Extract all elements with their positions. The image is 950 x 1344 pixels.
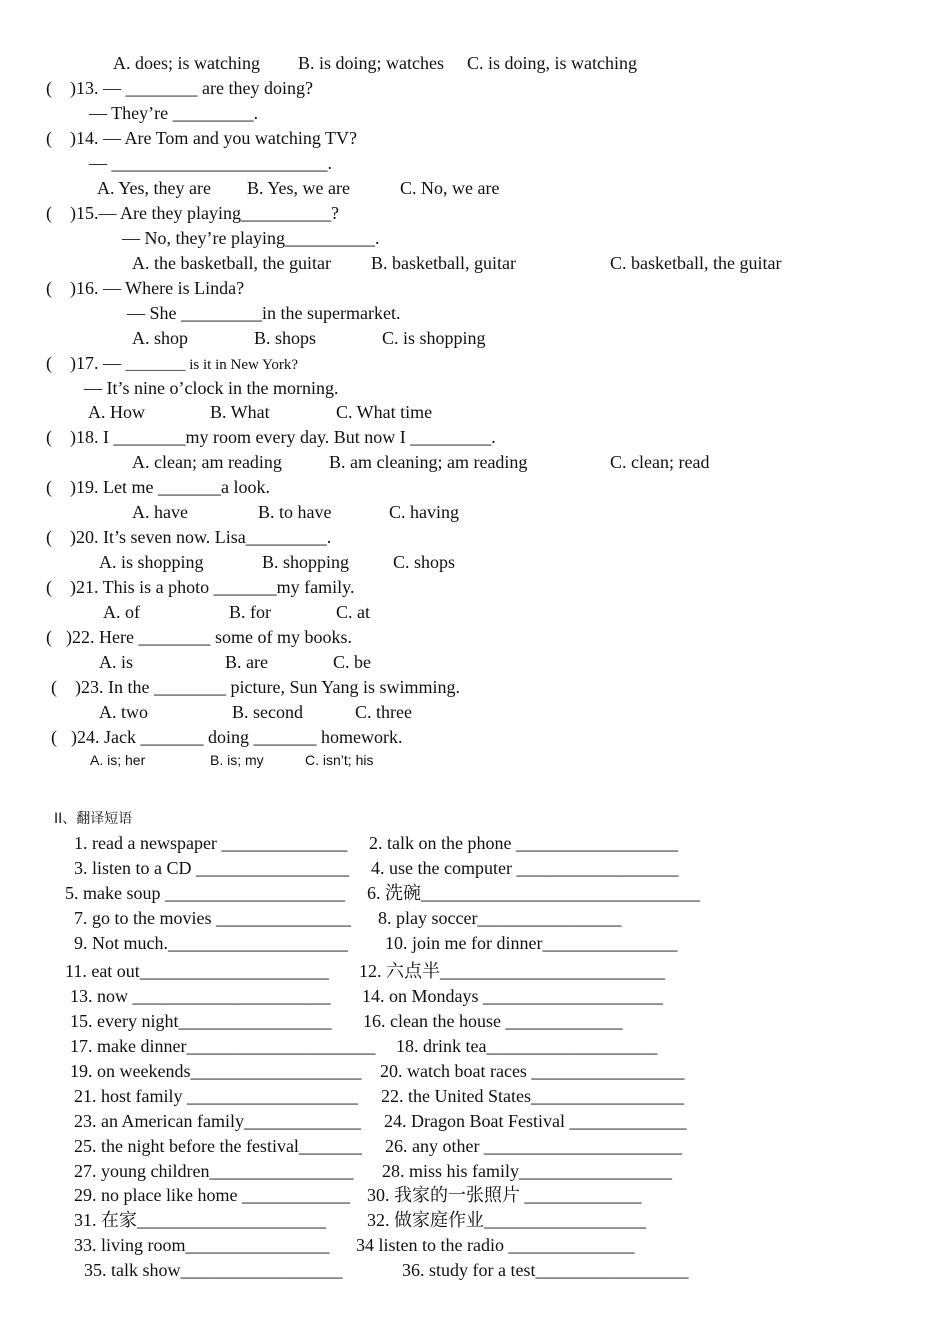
phrase-item: 11. eat out_____________________ (65, 961, 329, 981)
q23-stem: )23. In the ________ picture, Sun Yang is swimming. (75, 677, 460, 697)
q21-option-a: A. of (103, 602, 140, 622)
phrase-item: 31. 在家_____________________ (74, 1210, 326, 1230)
phrase-item: 22. the United States_________________ (381, 1086, 684, 1106)
phrase-item: 12. 六点半_________________________ (359, 961, 665, 981)
phrase-item: 34 listen to the radio ______________ (356, 1235, 635, 1255)
q20-answer-paren[interactable]: ( (46, 527, 52, 547)
q15-option-a: A. the basketball, the guitar (132, 253, 331, 273)
q12-option-c: C. is doing, is watching (467, 53, 637, 73)
q14-answer-paren[interactable]: ( (46, 128, 52, 148)
phrase-item: 23. an American family_____________ (74, 1111, 361, 1131)
q16-option-b: B. shops (254, 328, 317, 348)
phrase-item: 2. talk on the phone __________________ (369, 833, 678, 853)
q18-option-b: B. am cleaning; am reading (329, 452, 528, 472)
q23-option-b: B. second (232, 702, 303, 722)
phrase-item: 30. 我家的一张照片 _____________ (367, 1185, 642, 1205)
q24-stem: )24. Jack _______ doing _______ homework. (71, 727, 403, 747)
q17-option-c: C. What time (336, 402, 433, 422)
phrase-item: 36. study for a test_________________ (402, 1260, 689, 1280)
q16-stem: )16. — Where is Linda? (70, 278, 245, 298)
phrase-item: 32. 做家庭作业__________________ (367, 1210, 646, 1230)
q17-stem (70, 352, 298, 376)
q16-option-a: A. shop (132, 328, 189, 348)
q24-answer-paren[interactable]: ( (51, 727, 57, 747)
phrase-item: 18. drink tea___________________ (396, 1036, 658, 1056)
q14-response: — ________________________. (89, 153, 332, 173)
q15-option-b: B. basketball, guitar (371, 253, 516, 273)
phrase-item: 29. no place like home ____________ (74, 1185, 350, 1205)
phrase-item: 6. 洗碗_______________________________ (367, 883, 700, 903)
q17-response: — It’s nine o’clock in the morning. (84, 378, 339, 398)
q13-answer-paren[interactable]: ( (46, 78, 52, 98)
q19-answer-paren[interactable]: ( (46, 477, 52, 497)
phrase-item: 15. every night_________________ (70, 1011, 332, 1031)
phrase-item: 17. make dinner_____________________ (70, 1036, 376, 1056)
q19-stem: )19. Let me _______a look. (70, 477, 270, 497)
q22-stem: )22. Here ________ some of my books. (66, 627, 352, 647)
q17-option-b: B. What (210, 402, 270, 422)
q18-option-a: A. clean; am reading (132, 452, 282, 472)
q20-option-a: A. is shopping (99, 552, 204, 572)
q21-stem: )21. This is a photo _______my family. (70, 577, 355, 597)
q21-answer-paren[interactable]: ( (46, 577, 52, 597)
section-2-heading: II、翻译短语 (54, 811, 133, 827)
q19-option-c: C. having (389, 502, 459, 522)
phrase-item: 10. join me for dinner_______________ (385, 933, 678, 953)
phrase-item: 27. young children________________ (74, 1161, 354, 1181)
q22-option-c: C. be (333, 652, 371, 672)
q22-answer-paren[interactable]: ( (46, 627, 52, 647)
phrase-item: 24. Dragon Boat Festival _____________ (384, 1111, 687, 1131)
q19-option-a: A. have (132, 502, 188, 522)
q24-option-c: C. isn’t; his (305, 752, 374, 768)
q14-option-a: A. Yes, they are (97, 178, 211, 198)
q18-option-c: C. clean; read (610, 452, 710, 472)
phrase-item: 33. living room________________ (74, 1235, 330, 1255)
q18-answer-paren[interactable]: ( (46, 427, 52, 447)
q19-option-b: B. to have (258, 502, 332, 522)
phrase-item: 9. Not much.____________________ (74, 933, 348, 953)
q17-stem-start: )17. — (70, 353, 126, 373)
q21-option-c: C. at (336, 602, 370, 622)
q24-option-b: B. is; my (210, 752, 264, 768)
phrase-item: 14. on Mondays ____________________ (362, 986, 663, 1006)
q15-answer-paren[interactable]: ( (46, 203, 52, 223)
phrase-item: 35. talk show__________________ (84, 1260, 343, 1280)
q12-option-a: A. does; is watching (113, 53, 260, 73)
q20-option-c: C. shops (393, 552, 456, 572)
q17-stem-rest: ________ is it in New York? (125, 357, 299, 373)
phrase-item: 20. watch boat races _________________ (380, 1061, 685, 1081)
q16-answer-paren[interactable]: ( (46, 278, 52, 298)
q14-option-b: B. Yes, we are (247, 178, 350, 198)
q23-option-c: C. three (355, 702, 412, 722)
phrase-item: 19. on weekends___________________ (70, 1061, 362, 1081)
phrase-item: 13. now ______________________ (70, 986, 331, 1006)
phrase-item: 25. the night before the festival_______ (74, 1136, 362, 1156)
q13-response: — They’re _________. (89, 103, 259, 123)
q23-option-a: A. two (99, 702, 148, 722)
phrase-item: 4. use the computer __________________ (371, 858, 679, 878)
q14-option-c: C. No, we are (400, 178, 500, 198)
q15-response: — No, they’re playing__________. (122, 228, 380, 248)
q24-option-a: A. is; her (90, 752, 146, 768)
q15-option-c: C. basketball, the guitar (610, 253, 782, 273)
q16-response: — She _________in the supermarket. (127, 303, 401, 323)
q20-stem: )20. It’s seven now. Lisa_________. (70, 527, 332, 547)
q12-option-b: B. is doing; watches (298, 53, 444, 73)
q17-option-a: A. How (88, 402, 145, 422)
q18-stem: )18. I ________my room every day. But now I _________. (70, 427, 496, 447)
phrase-item: 8. play soccer________________ (378, 908, 622, 928)
q15-stem: )15.— Are they playing__________? (70, 203, 339, 223)
phrase-item: 5. make soup ____________________ (65, 883, 345, 903)
phrase-item: 1. read a newspaper ______________ (74, 833, 348, 853)
phrase-item: 3. listen to a CD _________________ (74, 858, 349, 878)
q16-option-c: C. is shopping (382, 328, 486, 348)
phrase-item: 28. miss his family_________________ (382, 1161, 673, 1181)
q22-option-a: A. is (99, 652, 134, 672)
q21-option-b: B. for (229, 602, 271, 622)
q14-stem: )14. — Are Tom and you watching TV? (70, 128, 358, 148)
q20-option-b: B. shopping (262, 552, 350, 572)
q13-stem: )13. — ________ are they doing? (70, 78, 313, 98)
q23-answer-paren[interactable]: ( (51, 677, 57, 697)
q22-option-b: B. are (225, 652, 268, 672)
phrase-item: 16. clean the house _____________ (363, 1011, 623, 1031)
q17-answer-paren[interactable]: ( (46, 353, 52, 373)
phrase-item: 21. host family ___________________ (74, 1086, 358, 1106)
phrase-item: 7. go to the movies _______________ (74, 908, 351, 928)
phrase-item: 26. any other ______________________ (385, 1136, 682, 1156)
